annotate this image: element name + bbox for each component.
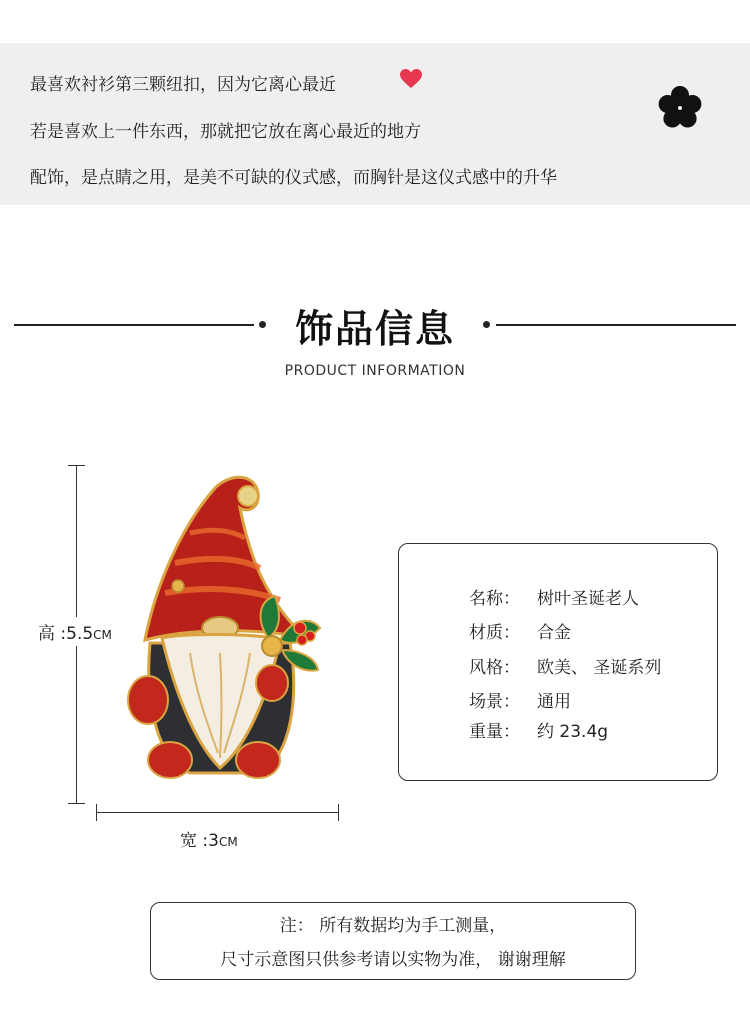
width-tick-right [338, 804, 339, 821]
section-subtitle: PRODUCT INFORMATION [284, 363, 466, 379]
height-tick-bottom [68, 803, 85, 804]
info-row-name: 名称： 树叶圣诞老人 [469, 589, 639, 609]
section-title: 饰品信息 [294, 307, 455, 351]
product-info-box [398, 543, 718, 781]
info-row-occasion: 场景： 通用 [469, 692, 571, 712]
note-line-2: 尺寸示意图只供参考请以实物为准， 谢谢理解 [220, 950, 566, 970]
height-tick-top [68, 465, 85, 466]
info-row-style: 风格： 欧美、 圣诞系列 [469, 658, 662, 678]
width-dimension-line [96, 812, 339, 813]
height-label: 高 :5.5CM [38, 617, 112, 646]
banner-line-3: 配饰，是点睛之用，是美不可缺的仪式感，而胸针是这仪式感中的升华 [30, 168, 557, 188]
info-row-material: 材质： 合金 [469, 623, 571, 643]
info-row-weight: 重量： 约 23.4g [469, 722, 609, 742]
note-line-1: 注： 所有数据均为手工测量， [279, 916, 507, 936]
title-dot-right [483, 321, 490, 328]
flower-icon [656, 84, 704, 132]
banner-line-1: 最喜欢衬衫第三颗纽扣，因为它离心最近 [30, 75, 336, 95]
heart-icon [400, 69, 422, 89]
banner-line-2: 若是喜欢上一件东西，那就把它放在离心最近的地方 [30, 122, 421, 142]
title-divider-right [496, 324, 736, 326]
width-label: 宽 :3CM [180, 824, 238, 853]
width-tick-left [96, 804, 97, 821]
note-box [150, 902, 636, 980]
gnome-brooch-image [120, 468, 330, 788]
